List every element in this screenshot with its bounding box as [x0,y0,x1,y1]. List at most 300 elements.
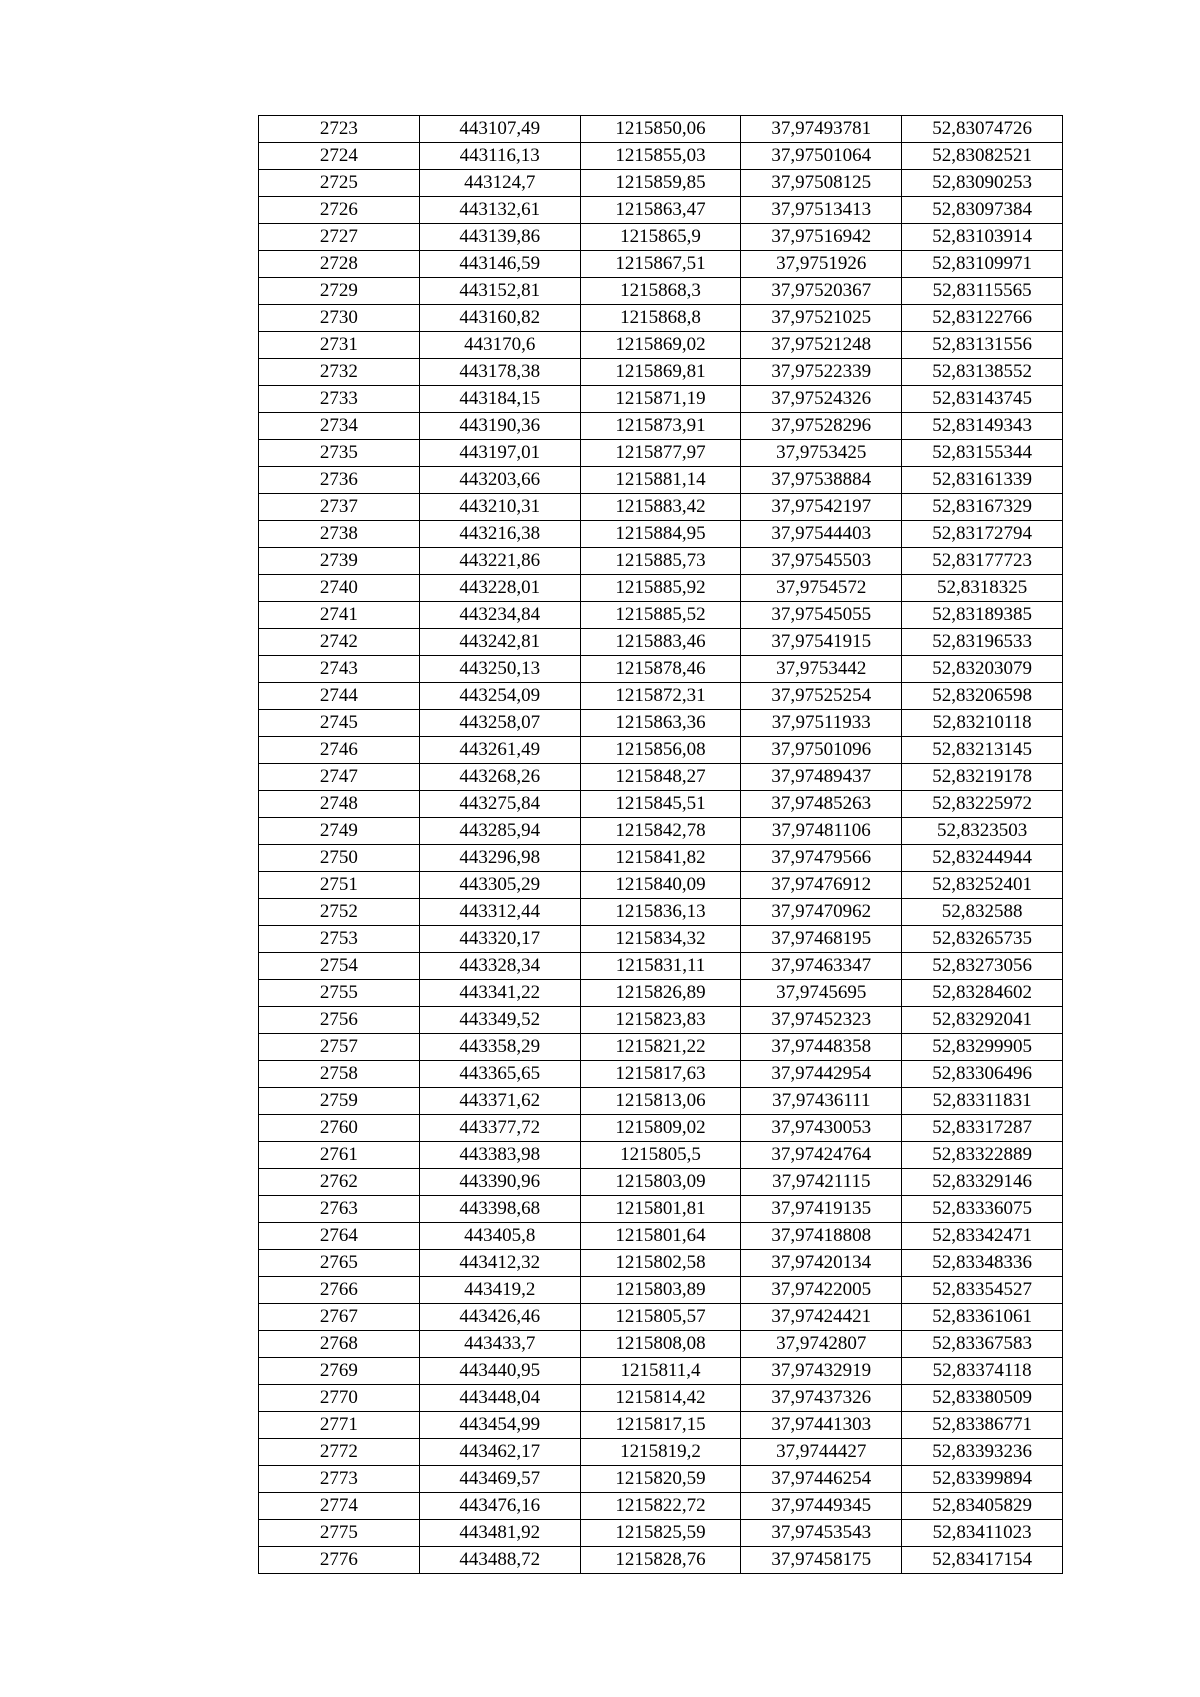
longitude-cell: 37,97493781 [741,116,902,143]
longitude-cell: 37,97421115 [741,1169,902,1196]
longitude-cell: 37,97470962 [741,899,902,926]
longitude-cell: 37,9744427 [741,1439,902,1466]
longitude-cell: 37,97521248 [741,332,902,359]
x-coordinate-cell: 443398,68 [419,1196,580,1223]
table-row [259,818,1063,845]
longitude-cell: 37,97448358 [741,1034,902,1061]
x-coordinate-cell: 443203,66 [419,467,580,494]
table-row [259,467,1063,494]
table-row [259,1385,1063,1412]
table-row [259,1088,1063,1115]
y-coordinate-cell: 1215808,08 [580,1331,741,1358]
y-coordinate-cell: 1215819,2 [580,1439,741,1466]
x-coordinate-cell: 443328,34 [419,953,580,980]
x-coordinate-cell: 443197,01 [419,440,580,467]
longitude-cell: 37,97521025 [741,305,902,332]
longitude-cell: 37,97508125 [741,170,902,197]
table-row [259,170,1063,197]
point-number-cell: 2758 [259,1061,420,1088]
point-number-cell: 2730 [259,305,420,332]
latitude-cell: 52,83306496 [902,1061,1063,1088]
y-coordinate-cell: 1215848,27 [580,764,741,791]
latitude-cell: 52,83292041 [902,1007,1063,1034]
latitude-cell: 52,83177723 [902,548,1063,575]
longitude-cell: 37,97544403 [741,521,902,548]
table-row [259,1169,1063,1196]
table-row [259,1277,1063,1304]
x-coordinate-cell: 443320,17 [419,926,580,953]
table-row [259,737,1063,764]
x-coordinate-cell: 443107,49 [419,116,580,143]
y-coordinate-cell: 1215801,81 [580,1196,741,1223]
table-row [259,1412,1063,1439]
longitude-cell: 37,97458175 [741,1547,902,1574]
point-number-cell: 2769 [259,1358,420,1385]
y-coordinate-cell: 1215822,72 [580,1493,741,1520]
x-coordinate-cell: 443371,62 [419,1088,580,1115]
table-row [259,386,1063,413]
longitude-cell: 37,97463347 [741,953,902,980]
table-row [259,899,1063,926]
point-number-cell: 2742 [259,629,420,656]
point-number-cell: 2726 [259,197,420,224]
latitude-cell: 52,83074726 [902,116,1063,143]
point-number-cell: 2740 [259,575,420,602]
x-coordinate-cell: 443448,04 [419,1385,580,1412]
latitude-cell: 52,83299905 [902,1034,1063,1061]
point-number-cell: 2768 [259,1331,420,1358]
x-coordinate-cell: 443426,46 [419,1304,580,1331]
point-number-cell: 2723 [259,116,420,143]
point-number-cell: 2763 [259,1196,420,1223]
point-number-cell: 2760 [259,1115,420,1142]
point-number-cell: 2764 [259,1223,420,1250]
longitude-cell: 37,97501096 [741,737,902,764]
longitude-cell: 37,9753425 [741,440,902,467]
point-number-cell: 2732 [259,359,420,386]
x-coordinate-cell: 443440,95 [419,1358,580,1385]
longitude-cell: 37,97524326 [741,386,902,413]
longitude-cell: 37,97424764 [741,1142,902,1169]
x-coordinate-cell: 443261,49 [419,737,580,764]
table-row [259,629,1063,656]
y-coordinate-cell: 1215872,31 [580,683,741,710]
table-row [259,1034,1063,1061]
latitude-cell: 52,83348336 [902,1250,1063,1277]
table-row [259,1547,1063,1574]
latitude-cell: 52,83210118 [902,710,1063,737]
longitude-cell: 37,97513413 [741,197,902,224]
point-number-cell: 2770 [259,1385,420,1412]
point-number-cell: 2735 [259,440,420,467]
latitude-cell: 52,83380509 [902,1385,1063,1412]
y-coordinate-cell: 1215836,13 [580,899,741,926]
y-coordinate-cell: 1215863,47 [580,197,741,224]
table-row [259,413,1063,440]
table-row [259,521,1063,548]
point-number-cell: 2737 [259,494,420,521]
point-number-cell: 2734 [259,413,420,440]
longitude-cell: 37,97528296 [741,413,902,440]
point-number-cell: 2731 [259,332,420,359]
x-coordinate-cell: 443312,44 [419,899,580,926]
table-row [259,1520,1063,1547]
table-row [259,1142,1063,1169]
latitude-cell: 52,83109971 [902,251,1063,278]
longitude-cell: 37,97545055 [741,602,902,629]
y-coordinate-cell: 1215868,8 [580,305,741,332]
y-coordinate-cell: 1215841,82 [580,845,741,872]
table-row [259,305,1063,332]
table-row [259,872,1063,899]
point-number-cell: 2771 [259,1412,420,1439]
latitude-cell: 52,83405829 [902,1493,1063,1520]
y-coordinate-cell: 1215883,46 [580,629,741,656]
latitude-cell: 52,83399894 [902,1466,1063,1493]
longitude-cell: 37,97525254 [741,683,902,710]
longitude-cell: 37,9745695 [741,980,902,1007]
x-coordinate-cell: 443234,84 [419,602,580,629]
x-coordinate-cell: 443250,13 [419,656,580,683]
point-number-cell: 2756 [259,1007,420,1034]
y-coordinate-cell: 1215842,78 [580,818,741,845]
table-row [259,197,1063,224]
latitude-cell: 52,83206598 [902,683,1063,710]
longitude-cell: 37,97542197 [741,494,902,521]
longitude-cell: 37,97479566 [741,845,902,872]
latitude-cell: 52,83417154 [902,1547,1063,1574]
longitude-cell: 37,97485263 [741,791,902,818]
longitude-cell: 37,97453543 [741,1520,902,1547]
x-coordinate-cell: 443132,61 [419,197,580,224]
table-row [259,278,1063,305]
latitude-cell: 52,83196533 [902,629,1063,656]
x-coordinate-cell: 443405,8 [419,1223,580,1250]
point-number-cell: 2749 [259,818,420,845]
table-row [259,1250,1063,1277]
x-coordinate-cell: 443481,92 [419,1520,580,1547]
point-number-cell: 2725 [259,170,420,197]
longitude-cell: 37,97520367 [741,278,902,305]
latitude-cell: 52,83149343 [902,413,1063,440]
x-coordinate-cell: 443139,86 [419,224,580,251]
point-number-cell: 2759 [259,1088,420,1115]
x-coordinate-cell: 443152,81 [419,278,580,305]
table-row [259,332,1063,359]
longitude-cell: 37,97538884 [741,467,902,494]
latitude-cell: 52,83322889 [902,1142,1063,1169]
table-row [259,1358,1063,1385]
x-coordinate-cell: 443341,22 [419,980,580,1007]
latitude-cell: 52,83219178 [902,764,1063,791]
longitude-cell: 37,9753442 [741,656,902,683]
x-coordinate-cell: 443275,84 [419,791,580,818]
point-number-cell: 2745 [259,710,420,737]
table-row [259,224,1063,251]
latitude-cell: 52,83273056 [902,953,1063,980]
point-number-cell: 2748 [259,791,420,818]
longitude-cell: 37,97501064 [741,143,902,170]
y-coordinate-cell: 1215801,64 [580,1223,741,1250]
y-coordinate-cell: 1215855,03 [580,143,741,170]
x-coordinate-cell: 443296,98 [419,845,580,872]
x-coordinate-cell: 443476,16 [419,1493,580,1520]
table-row [259,440,1063,467]
latitude-cell: 52,83329146 [902,1169,1063,1196]
point-number-cell: 2727 [259,224,420,251]
point-number-cell: 2755 [259,980,420,1007]
table-row [259,1439,1063,1466]
x-coordinate-cell: 443184,15 [419,386,580,413]
y-coordinate-cell: 1215805,5 [580,1142,741,1169]
y-coordinate-cell: 1215881,14 [580,467,741,494]
point-number-cell: 2775 [259,1520,420,1547]
y-coordinate-cell: 1215823,83 [580,1007,741,1034]
y-coordinate-cell: 1215817,63 [580,1061,741,1088]
latitude-cell: 52,83138552 [902,359,1063,386]
latitude-cell: 52,83203079 [902,656,1063,683]
y-coordinate-cell: 1215825,59 [580,1520,741,1547]
x-coordinate-cell: 443365,65 [419,1061,580,1088]
latitude-cell: 52,83311831 [902,1088,1063,1115]
y-coordinate-cell: 1215856,08 [580,737,741,764]
y-coordinate-cell: 1215878,46 [580,656,741,683]
y-coordinate-cell: 1215865,9 [580,224,741,251]
point-number-cell: 2772 [259,1439,420,1466]
point-number-cell: 2773 [259,1466,420,1493]
y-coordinate-cell: 1215867,51 [580,251,741,278]
table-row [259,1223,1063,1250]
latitude-cell: 52,83213145 [902,737,1063,764]
x-coordinate-cell: 443412,32 [419,1250,580,1277]
latitude-cell: 52,832588 [902,899,1063,926]
longitude-cell: 37,97436111 [741,1088,902,1115]
latitude-cell: 52,83393236 [902,1439,1063,1466]
x-coordinate-cell: 443433,7 [419,1331,580,1358]
longitude-cell: 37,97489437 [741,764,902,791]
y-coordinate-cell: 1215871,19 [580,386,741,413]
point-number-cell: 2774 [259,1493,420,1520]
table-row [259,710,1063,737]
latitude-cell: 52,83189385 [902,602,1063,629]
table-row [259,1196,1063,1223]
longitude-cell: 37,97522339 [741,359,902,386]
y-coordinate-cell: 1215828,76 [580,1547,741,1574]
latitude-cell: 52,83172794 [902,521,1063,548]
x-coordinate-cell: 443488,72 [419,1547,580,1574]
point-number-cell: 2744 [259,683,420,710]
point-number-cell: 2776 [259,1547,420,1574]
y-coordinate-cell: 1215873,91 [580,413,741,440]
latitude-cell: 52,83367583 [902,1331,1063,1358]
latitude-cell: 52,83361061 [902,1304,1063,1331]
table-row [259,926,1063,953]
table-row [259,602,1063,629]
coordinates-table [258,115,1063,1574]
y-coordinate-cell: 1215813,06 [580,1088,741,1115]
y-coordinate-cell: 1215805,57 [580,1304,741,1331]
longitude-cell: 37,97437326 [741,1385,902,1412]
x-coordinate-cell: 443170,6 [419,332,580,359]
y-coordinate-cell: 1215803,89 [580,1277,741,1304]
table-row [259,548,1063,575]
x-coordinate-cell: 443124,7 [419,170,580,197]
table-row [259,1115,1063,1142]
latitude-cell: 52,83284602 [902,980,1063,1007]
table-row [259,575,1063,602]
longitude-cell: 37,97545503 [741,548,902,575]
y-coordinate-cell: 1215803,09 [580,1169,741,1196]
y-coordinate-cell: 1215809,02 [580,1115,741,1142]
y-coordinate-cell: 1215826,89 [580,980,741,1007]
point-number-cell: 2724 [259,143,420,170]
latitude-cell: 52,83143745 [902,386,1063,413]
longitude-cell: 37,97511933 [741,710,902,737]
latitude-cell: 52,83115565 [902,278,1063,305]
point-number-cell: 2753 [259,926,420,953]
x-coordinate-cell: 443221,86 [419,548,580,575]
x-coordinate-cell: 443268,26 [419,764,580,791]
x-coordinate-cell: 443254,09 [419,683,580,710]
longitude-cell: 37,97430053 [741,1115,902,1142]
table-row [259,143,1063,170]
y-coordinate-cell: 1215845,51 [580,791,741,818]
point-number-cell: 2757 [259,1034,420,1061]
x-coordinate-cell: 443454,99 [419,1412,580,1439]
longitude-cell: 37,97420134 [741,1250,902,1277]
longitude-cell: 37,9751926 [741,251,902,278]
x-coordinate-cell: 443258,07 [419,710,580,737]
latitude-cell: 52,83336075 [902,1196,1063,1223]
y-coordinate-cell: 1215802,58 [580,1250,741,1277]
latitude-cell: 52,83411023 [902,1520,1063,1547]
y-coordinate-cell: 1215859,85 [580,170,741,197]
latitude-cell: 52,83244944 [902,845,1063,872]
x-coordinate-cell: 443216,38 [419,521,580,548]
longitude-cell: 37,97432919 [741,1358,902,1385]
table-row [259,359,1063,386]
y-coordinate-cell: 1215811,4 [580,1358,741,1385]
x-coordinate-cell: 443285,94 [419,818,580,845]
point-number-cell: 2739 [259,548,420,575]
longitude-cell: 37,97441303 [741,1412,902,1439]
table-row [259,1061,1063,1088]
table-row [259,791,1063,818]
x-coordinate-cell: 443383,98 [419,1142,580,1169]
x-coordinate-cell: 443358,29 [419,1034,580,1061]
y-coordinate-cell: 1215884,95 [580,521,741,548]
x-coordinate-cell: 443190,36 [419,413,580,440]
longitude-cell: 37,97468195 [741,926,902,953]
y-coordinate-cell: 1215885,92 [580,575,741,602]
x-coordinate-cell: 443178,38 [419,359,580,386]
longitude-cell: 37,97476912 [741,872,902,899]
latitude-cell: 52,83167329 [902,494,1063,521]
y-coordinate-cell: 1215869,02 [580,332,741,359]
x-coordinate-cell: 443228,01 [419,575,580,602]
x-coordinate-cell: 443377,72 [419,1115,580,1142]
coordinates-table-body [259,116,1063,1574]
table-row [259,1007,1063,1034]
point-number-cell: 2743 [259,656,420,683]
x-coordinate-cell: 443462,17 [419,1439,580,1466]
table-row [259,953,1063,980]
table-row [259,116,1063,143]
point-number-cell: 2741 [259,602,420,629]
point-number-cell: 2738 [259,521,420,548]
y-coordinate-cell: 1215885,52 [580,602,741,629]
longitude-cell: 37,97418808 [741,1223,902,1250]
longitude-cell: 37,97419135 [741,1196,902,1223]
longitude-cell: 37,9754572 [741,575,902,602]
y-coordinate-cell: 1215863,36 [580,710,741,737]
x-coordinate-cell: 443305,29 [419,872,580,899]
y-coordinate-cell: 1215821,22 [580,1034,741,1061]
y-coordinate-cell: 1215831,11 [580,953,741,980]
table-row [259,980,1063,1007]
point-number-cell: 2747 [259,764,420,791]
latitude-cell: 52,83082521 [902,143,1063,170]
longitude-cell: 37,97422005 [741,1277,902,1304]
latitude-cell: 52,83122766 [902,305,1063,332]
longitude-cell: 37,97516942 [741,224,902,251]
point-number-cell: 2728 [259,251,420,278]
latitude-cell: 52,83090253 [902,170,1063,197]
x-coordinate-cell: 443469,57 [419,1466,580,1493]
y-coordinate-cell: 1215877,97 [580,440,741,467]
latitude-cell: 52,83342471 [902,1223,1063,1250]
latitude-cell: 52,83131556 [902,332,1063,359]
latitude-cell: 52,83386771 [902,1412,1063,1439]
latitude-cell: 52,83317287 [902,1115,1063,1142]
table-row [259,494,1063,521]
x-coordinate-cell: 443419,2 [419,1277,580,1304]
y-coordinate-cell: 1215840,09 [580,872,741,899]
longitude-cell: 37,97452323 [741,1007,902,1034]
point-number-cell: 2751 [259,872,420,899]
point-number-cell: 2746 [259,737,420,764]
latitude-cell: 52,83374118 [902,1358,1063,1385]
y-coordinate-cell: 1215817,15 [580,1412,741,1439]
point-number-cell: 2761 [259,1142,420,1169]
y-coordinate-cell: 1215834,32 [580,926,741,953]
x-coordinate-cell: 443210,31 [419,494,580,521]
point-number-cell: 2766 [259,1277,420,1304]
longitude-cell: 37,97449345 [741,1493,902,1520]
point-number-cell: 2752 [259,899,420,926]
y-coordinate-cell: 1215885,73 [580,548,741,575]
latitude-cell: 52,83161339 [902,467,1063,494]
table-row [259,1304,1063,1331]
x-coordinate-cell: 443116,13 [419,143,580,170]
latitude-cell: 52,83097384 [902,197,1063,224]
x-coordinate-cell: 443390,96 [419,1169,580,1196]
table-row [259,1493,1063,1520]
latitude-cell: 52,83265735 [902,926,1063,953]
latitude-cell: 52,83103914 [902,224,1063,251]
latitude-cell: 52,83225972 [902,791,1063,818]
longitude-cell: 37,97424421 [741,1304,902,1331]
point-number-cell: 2762 [259,1169,420,1196]
table-row [259,845,1063,872]
point-number-cell: 2729 [259,278,420,305]
y-coordinate-cell: 1215850,06 [580,116,741,143]
point-number-cell: 2765 [259,1250,420,1277]
longitude-cell: 37,9742807 [741,1331,902,1358]
latitude-cell: 52,83354527 [902,1277,1063,1304]
y-coordinate-cell: 1215868,3 [580,278,741,305]
point-number-cell: 2767 [259,1304,420,1331]
